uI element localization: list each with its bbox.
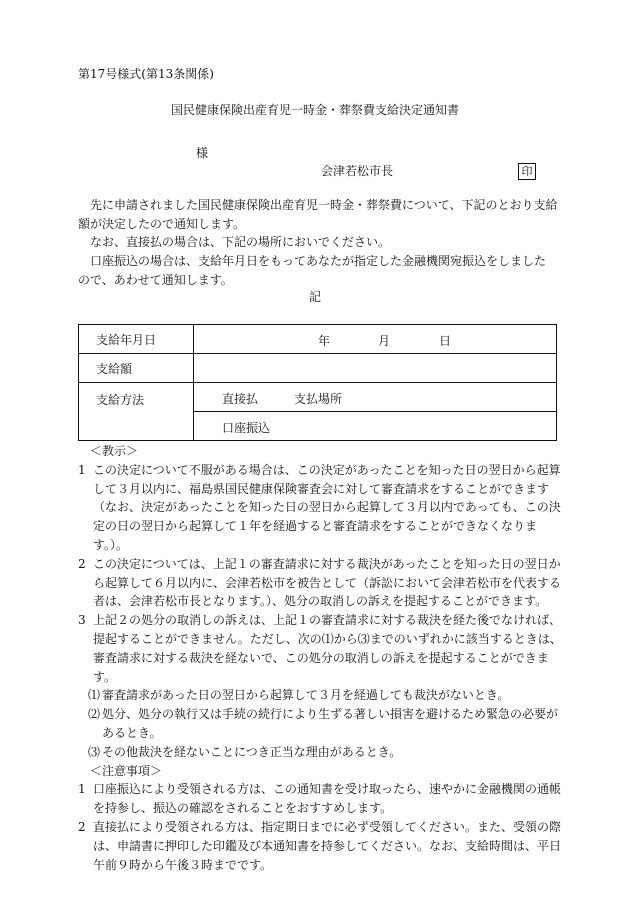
table-row [79,383,557,412]
instruction-subitem-3: ⑶ その他裁決を経ないことにつき正当な理由があるとき。 [88,744,402,759]
table-row [79,354,557,383]
payment-amount-label: 支給額 [79,354,194,383]
body-paragraph-2: なお、直接払の場合は、下記の場所においでください。 [90,235,391,249]
payment-table [78,324,557,441]
body-paragraph-3: 口座振込の場合は、支給年月日をもってあなたが指定した金融機関宛振込をしましたので、あわせて通知します。 [78,254,547,287]
direct-payment-label: 直接払 [222,392,259,406]
instructions-section [78,442,563,874]
instruction-item-1: 1 この決定について不服がある場合は、この決定があったことを知った日の翌日から起算して３月以内に、福島県国民健康保険審査会に対して審査請求をすることができます（なお、決定があったことを知った日の翌日から起算して３月以内であっても、この決定の日の翌日から起算して１年を経過すると審査請求をすることができなくなります。）。 [78,462,561,552]
month-label: 月 [378,334,391,348]
ki-marker: 記 [308,290,321,304]
payment-method-direct [194,383,557,412]
issuer-name: 会津若松市長 [321,164,394,178]
instruction-item-3: 3 上記２の処分の取消しの訴えは、上記１の審査請求に対する裁決を経た後でなければ、提起することができません。ただし、次の⑴から⑶までのいずれかに該当するときは、審査請求に対する裁決を経ないで、この処分の取消しの訴えを提起することができます。 [78,613,562,684]
payment-method-bank [194,412,557,441]
seal-box: 印 [518,163,536,180]
bank-transfer-label: 口座振込 [222,421,271,435]
instruction-subitem-1: ⑴ 審査請求があった日の翌日から起算して３月を経過しても裁決がないとき。 [88,688,510,703]
document-title: 国民健康保険出産育児一時金・葬祭費支給決定通知書 [170,103,459,117]
payment-date-label: 支給年月日 [79,325,194,354]
payment-amount-value [194,354,557,383]
day-label: 日 [439,334,452,348]
instruction-item-2: 2 この決定については、上記１の審査請求に対する裁決があったことを知った日の翌日から起算して６月以内に、会津若松市を被告として（訴訟において会津若松市を代表する者は、会津若松市長となります。）、処分の取消しの訴えを提起することができます。 [78,556,562,609]
form-number: 第17号様式(第13条関係) [78,67,214,81]
payment-date-value [194,325,557,354]
payment-place-label: 支払場所 [294,392,343,406]
notes-heading: ＜注意事項＞ [90,763,163,778]
instruction-subitem-2: ⑵ 処分、処分の執行又は手続の続行により生ずる著しい損害を避けるため緊急の必要があるとき。 [88,707,559,740]
note-item-2: 2 直接払により受領される方は、指定期日までに必ず受領してください。また、受領の際は、申請書に押印した印鑑及び本通知書を持参してください。なお、支給時間は、平日午前９時から午後３時までです。 [78,819,562,872]
table-row [79,325,557,354]
year-label: 年 [318,334,331,348]
note-item-1: 1 口座振込により受領される方は、この通知書を受け取ったら、速やかに金融機関の通帳を持参し、振込の確認をされることをおすすめします。 [78,782,562,816]
instructions-heading: ＜教示＞ [90,444,139,458]
body-paragraph-1: 先に申請されました国民健康保険出産育児一時金・葬祭費について、下記のとおり支給額が決定したので通知します。 [78,198,558,231]
addressee-suffix: 様 [196,146,209,160]
payment-method-label: 支給方法 [79,383,194,441]
